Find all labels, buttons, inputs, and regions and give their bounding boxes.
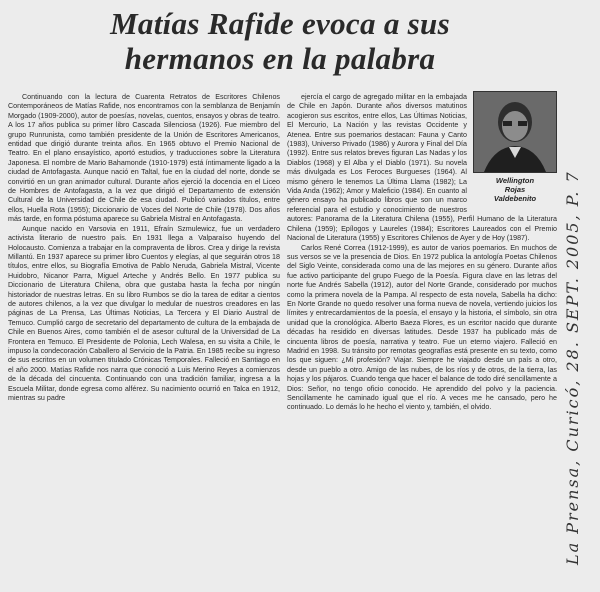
article-column-right <box>287 93 557 413</box>
paragraph: Carlos René Correa (1912-1999), es autor de varios poemarios. En muchos de sus versos se ve la presencia de Dios. En 1972 publica la antología Poetas Chilenos del Siglo Veinte, considerada como una de las mejores en su género. Durante años fue activo participante del grupo Fuego de la Poesía. Figura clave en las letras del norte fue Andrés Sabella (1912), autor del Norte Grande, considerado por muchos como la primera novela de la Pampa. Al respecto de esta novela, Sabella ha dicho: En Norte Grande no quedo resolver una forma nueva de novela, vertiendo juicios los límites y entrecardamientos de la poesía, el ensayo y la historia, el símbolo, sin otra unidad que la cronológica. Alberto Baeza Flores, es un escritor nacido que durante décadas ha residido en diversas latitudes. Desde 1937 ha publicado más de cincuenta libros de poesía, narrativa y teatro. Fue un eterno viajero. Falleció en Madrid en 1998. Su tránsito por remotas geografías está presente en su texto, como los que siguen: ¿Mi profesión? Viajar. Siempre he viajado desde un país a otro, desde un pueblo a otro. Amigo de las nubes, de los ríos y de otros, de la tierra, las hojas y los pájaros. Cuando tenga que hacer el balance de todo diré sencillamente a Dios: Señor, no tengo oficio conocido. He aprendido del polvo y la paciencia. Sencillamente he caminado igual que el río. A veces me he cansado, pero he continuado. Lo demás lo he hecho el viento y, también, el olvido. <box>287 243 557 412</box>
article-headline <box>0 6 560 76</box>
caption-line-3: Valdebenito <box>493 194 537 203</box>
paragraph: ejercía el cargo de agregado militar en la embajada de Chile en Japón. Durante años diversos matutinos acogieron sus escritos, entre ellos, Las Últimas Noticias, El Mercurio, La Nación y las revistas Occidente y Atenea. Entre sus poemarios destacan: Fauna y Canto (1983), Universo Privado (1986) y Aurora y Final del Día (1992). Entre sus relatos breves figuran Las Nadas y los Diablos (1968) y El Alba y el Diablo (1971). Su novela más divulgada es Los Feroces Burgueses (1964). Al mismo género le tenemos La Última Llama (1982); La Vida Anda (1962); Amor y Maleficio (1984). En cuanto al género ensayo ha publicado libros que son un marco referencial para el estudio y conocimiento de nuestros autores: Panorama de la Literatura Chilena (1955), Perfil Humano de la Literatura Chilena (1959); Epílogos y Laureles (1984); Escritores Laureados con el Premio Nacional de Literatura (1955) y Escritores Chilenos de Ayer y de Hoy (1987). <box>287 93 557 243</box>
article-column-left <box>8 93 280 403</box>
paragraph: Aunque nacido en Varsovia en 1911, Efraín Szmulewicz, fue un verdadero activista literario de nuestro país. En 1931 llega a Valparaíso huyendo del Holocausto. Comienza a trabajar en la compraventa de libros. Crea y dirige la revista Millantú. En 1937 aparece su primer libro Cuentos y elegías, al que seguirán otros 18 títulos, entre ellos, su Biografía Emotiva de Pablo Neruda, Gabriela Mistral, Vicente Huidobro, Nicanor Parra, Miguel Arteche y Andrés Bello. En 1977 publica su Diccionario de Literatura Chilena, obra que gustaba hasta la fecha por ningún historiador de nuestras letras. En su libro Rumbos se dio la tarea de editar a cientos de autores chilenos, a la vez que divulgar lo medular de nuestros creadores en las páginas de La Prensa, Las Últimas Noticias, La Tercera y El Diario Austral de Temuco. Cumplió cargo de secretario del departamento de cultura de la embajada de Chile en Buenos Aires, como también el de asesor cultural de la Universidad de La Frontera en Temuco. El Presidente de Polonia, Lech Walesa, en su visita a Chile, le impuso la condecoración Caballero al Servicio de la Patria. En 1985 recibe su ingreso de sus escritos en un volumen titulado Crónicas Temporales. Falleció en Santiago en el año 2000. Matías Rafide nos narra que conoció a Luis Merino Reyes a comienzos de la década del cincuenta. Continuando con una tradición familiar, ingresa a la Escuela Militar, donde egresa como alférez. Su nacimiento ocurrió en Talca en 1912, mientras su padre <box>8 224 280 402</box>
author-photo <box>473 91 557 173</box>
handwritten-source-annotation: La Prensa, Curicó, 28. SEPT. 2005, P. 7 <box>563 170 582 565</box>
author-photo-block <box>473 91 557 203</box>
caption-line-1: Wellington <box>495 176 535 185</box>
headline-line-2: hermanos en la palabra <box>124 41 436 76</box>
caption-line-2: Rojas <box>504 185 526 194</box>
portrait-icon <box>474 92 556 172</box>
headline-line-1: Matías Rafide evoca a sus <box>110 6 450 41</box>
photo-caption <box>473 176 557 203</box>
paragraph: Continuando con la lectura de Cuarenta Retratos de Escritores Chilenos Contemporáneos de Matías Rafide, nos encontramos con la semblanza de Benjamín Morgado (1909-2000), autor de poesías, novelas, cuentos, ensayos y obras de teatro. A los 17 años publica su primer libro Cascada Silenciosa (1926). Fue miembro del grupo Runrunista, como también presidente de la Unión de Escritores Americanos, entidad que dirigió durante treinta años. En 1965 obtuvo el Premio Nacional de Teatro. En el plano ensayístico, aportó estudios, y traducciones sobre la Literatura Japonesa. El nombre de Mario Bahamonde (1910-1979) está íntimamente ligado a la ciudad de Antofagasta. Aunque nació en Taltal, fue en la ciudad del norte, donde se convirtió en un gran animador cultural. Durante años ejerció la docencia en el Liceo de Hombres de Antofagasta, a la vez que dirigió el Departamento de extensión Cultural de la Universidad de Chile de esa ciudad. Publicó variados títulos, entre ellos, Huella Rota (1955); Diccionario de Voces del Norte de Chile (1978). Dos años más tarde, en forma póstuma aparece su Gabriela Mistral en Antofagasta. <box>8 93 280 224</box>
